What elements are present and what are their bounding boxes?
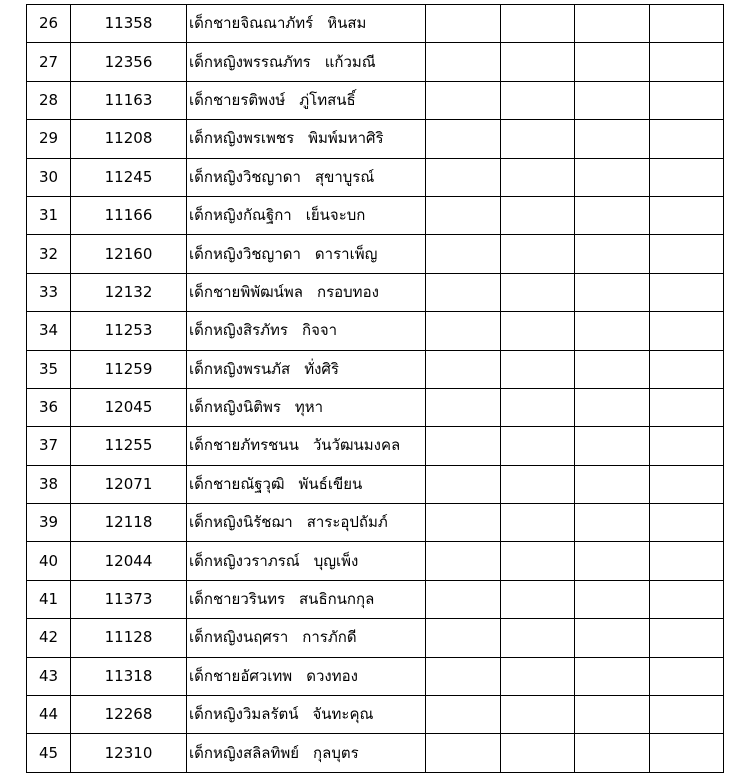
student-id-cell: 12356: [71, 43, 187, 81]
blank-score-cell: [501, 427, 575, 465]
student-last-name: กรอบทอง: [317, 282, 379, 301]
table-row: [27, 81, 724, 119]
student-name-cell: [187, 580, 426, 618]
student-first-name: เด็กหญิงนิติพร: [189, 398, 281, 417]
blank-score-cell: [501, 5, 575, 43]
blank-score-cell: [575, 81, 650, 119]
student-name-cell: [187, 657, 426, 695]
student-name-cell: [187, 81, 426, 119]
table-row: [27, 619, 724, 657]
student-first-name: เด็กหญิงสิรภัทร: [189, 321, 288, 340]
student-name-cell: [187, 273, 426, 311]
row-number-cell: 30: [27, 158, 71, 196]
blank-score-cell: [426, 81, 501, 119]
student-id-cell: 11259: [71, 350, 187, 388]
table-row: [27, 696, 724, 734]
student-name-cell: [187, 427, 426, 465]
table-row: [27, 120, 724, 158]
blank-score-cell: [575, 619, 650, 657]
student-name-cell: [187, 120, 426, 158]
table-row: [27, 580, 724, 618]
blank-score-cell: [426, 542, 501, 580]
blank-score-cell: [501, 158, 575, 196]
student-id-cell: 11128: [71, 619, 187, 657]
row-number-cell: 32: [27, 235, 71, 273]
table-row: [27, 5, 724, 43]
blank-score-cell: [426, 273, 501, 311]
blank-score-cell: [650, 196, 724, 234]
student-name-cell: [187, 350, 426, 388]
blank-score-cell: [501, 465, 575, 503]
student-id-cell: 12044: [71, 542, 187, 580]
student-name-cell: [187, 734, 426, 772]
row-number-cell: 34: [27, 312, 71, 350]
student-first-name: เด็กชายวรินทร: [189, 590, 286, 609]
blank-score-cell: [501, 734, 575, 772]
blank-score-cell: [501, 235, 575, 273]
table-row: [27, 388, 724, 426]
student-last-name: แก้วมณี: [324, 52, 376, 71]
student-first-name: เด็กหญิงนิรัชฌา: [189, 513, 293, 532]
table-row: [27, 350, 724, 388]
student-first-name: เด็กหญิงวิมลรัตน์: [189, 705, 299, 724]
student-last-name: ภู่โทสนธิ์: [299, 90, 356, 109]
blank-score-cell: [650, 388, 724, 426]
student-name-cell: [187, 696, 426, 734]
student-first-name: เด็กหญิงวิชญาดา: [189, 244, 301, 263]
student-id-cell: 11166: [71, 196, 187, 234]
student-last-name: ทั่งศิริ: [304, 359, 339, 378]
blank-score-cell: [426, 43, 501, 81]
blank-score-cell: [575, 427, 650, 465]
blank-score-cell: [650, 273, 724, 311]
blank-score-cell: [575, 542, 650, 580]
table-row: [27, 43, 724, 81]
row-number-cell: 35: [27, 350, 71, 388]
blank-score-cell: [650, 619, 724, 657]
table-row: [27, 273, 724, 311]
blank-score-cell: [426, 580, 501, 618]
student-first-name: เด็กชายภัทรชนน: [189, 436, 299, 455]
student-last-name: ดวงทอง: [306, 666, 358, 685]
student-id-cell: 12071: [71, 465, 187, 503]
blank-score-cell: [501, 196, 575, 234]
student-first-name: เด็กชายรติพงษ์: [189, 90, 286, 109]
student-first-name: เด็กหญิงกัณฐิกา: [189, 206, 292, 225]
blank-score-cell: [426, 388, 501, 426]
blank-score-cell: [501, 388, 575, 426]
student-name-cell: [187, 465, 426, 503]
blank-score-cell: [426, 465, 501, 503]
student-name-cell: [187, 196, 426, 234]
blank-score-cell: [501, 580, 575, 618]
student-last-name: เย็นจะบก: [305, 206, 366, 225]
blank-score-cell: [426, 5, 501, 43]
blank-score-cell: [426, 696, 501, 734]
student-last-name: การภักดี: [302, 628, 357, 647]
student-last-name: สาระอุปถัมภ์: [306, 513, 388, 532]
student-last-name: พิมพ์มหาศิริ: [308, 129, 384, 148]
blank-score-cell: [650, 542, 724, 580]
row-number-cell: 44: [27, 696, 71, 734]
row-number-cell: 27: [27, 43, 71, 81]
student-name-cell: [187, 619, 426, 657]
blank-score-cell: [650, 657, 724, 695]
blank-score-cell: [501, 120, 575, 158]
blank-score-cell: [501, 542, 575, 580]
table-row: [27, 427, 724, 465]
student-last-name: สุขาบูรณ์: [314, 167, 375, 186]
blank-score-cell: [650, 120, 724, 158]
table-row: [27, 465, 724, 503]
student-id-cell: 12118: [71, 504, 187, 542]
blank-score-cell: [650, 81, 724, 119]
blank-score-cell: [501, 619, 575, 657]
student-first-name: เด็กหญิงพรนภัส: [189, 359, 291, 378]
blank-score-cell: [575, 504, 650, 542]
student-last-name: ดาราเพ็ญ: [314, 244, 378, 263]
row-number-cell: 36: [27, 388, 71, 426]
row-number-cell: 39: [27, 504, 71, 542]
student-last-name: ทุหา: [294, 398, 324, 417]
blank-score-cell: [575, 657, 650, 695]
roster-body: [27, 5, 724, 773]
blank-score-cell: [575, 120, 650, 158]
student-roster-table: [26, 4, 724, 773]
row-number-cell: 38: [27, 465, 71, 503]
blank-score-cell: [575, 580, 650, 618]
student-id-cell: 12160: [71, 235, 187, 273]
student-id-cell: 11253: [71, 312, 187, 350]
blank-score-cell: [426, 120, 501, 158]
student-last-name: วันวัฒนมงคล: [312, 436, 401, 455]
row-number-cell: 41: [27, 580, 71, 618]
blank-score-cell: [426, 235, 501, 273]
table-row: [27, 196, 724, 234]
table-row: [27, 734, 724, 772]
blank-score-cell: [650, 312, 724, 350]
student-name-cell: [187, 43, 426, 81]
blank-score-cell: [426, 196, 501, 234]
student-first-name: เด็กชายณัฐวุฒิ: [189, 474, 285, 493]
blank-score-cell: [501, 81, 575, 119]
row-number-cell: 37: [27, 427, 71, 465]
student-first-name: เด็กหญิงพรเพชร: [189, 129, 295, 148]
blank-score-cell: [575, 43, 650, 81]
row-number-cell: 29: [27, 120, 71, 158]
row-number-cell: 43: [27, 657, 71, 695]
blank-score-cell: [575, 196, 650, 234]
student-id-cell: 11245: [71, 158, 187, 196]
row-number-cell: 45: [27, 734, 71, 772]
student-id-cell: 12268: [71, 696, 187, 734]
blank-score-cell: [501, 696, 575, 734]
row-number-cell: 26: [27, 5, 71, 43]
blank-score-cell: [650, 696, 724, 734]
blank-score-cell: [650, 465, 724, 503]
student-name-cell: [187, 5, 426, 43]
blank-score-cell: [501, 312, 575, 350]
blank-score-cell: [426, 734, 501, 772]
student-last-name: กิจจา: [302, 321, 338, 340]
table-row: [27, 657, 724, 695]
blank-score-cell: [501, 657, 575, 695]
student-last-name: กุลบุตร: [313, 743, 359, 762]
blank-score-cell: [426, 504, 501, 542]
blank-score-cell: [501, 273, 575, 311]
student-first-name: เด็กหญิงนฤศรา: [189, 628, 289, 647]
blank-score-cell: [426, 427, 501, 465]
student-id-cell: 12310: [71, 734, 187, 772]
blank-score-cell: [575, 465, 650, 503]
student-name-cell: [187, 388, 426, 426]
blank-score-cell: [650, 504, 724, 542]
blank-score-cell: [650, 734, 724, 772]
blank-score-cell: [501, 350, 575, 388]
blank-score-cell: [426, 158, 501, 196]
student-name-cell: [187, 542, 426, 580]
table-row: [27, 312, 724, 350]
blank-score-cell: [575, 388, 650, 426]
student-name-cell: [187, 158, 426, 196]
student-name-cell: [187, 504, 426, 542]
blank-score-cell: [501, 43, 575, 81]
blank-score-cell: [575, 734, 650, 772]
student-name-cell: [187, 312, 426, 350]
blank-score-cell: [650, 427, 724, 465]
blank-score-cell: [575, 235, 650, 273]
blank-score-cell: [426, 619, 501, 657]
table-row: [27, 504, 724, 542]
student-first-name: เด็กชายอัศวเทพ: [189, 666, 293, 685]
student-id-cell: 11358: [71, 5, 187, 43]
row-number-cell: 31: [27, 196, 71, 234]
blank-score-cell: [426, 312, 501, 350]
student-last-name: สนธิกนกกุล: [299, 590, 375, 609]
blank-score-cell: [575, 5, 650, 43]
blank-score-cell: [501, 504, 575, 542]
student-id-cell: 12045: [71, 388, 187, 426]
student-first-name: เด็กหญิงสลิลทิพย์: [189, 743, 300, 762]
blank-score-cell: [575, 273, 650, 311]
student-first-name: เด็กชายจิณณาภัทร์: [189, 14, 314, 33]
blank-score-cell: [575, 350, 650, 388]
student-id-cell: 11255: [71, 427, 187, 465]
student-last-name: พันธ์เขียน: [298, 474, 363, 493]
blank-score-cell: [650, 235, 724, 273]
table-row: [27, 158, 724, 196]
student-id-cell: 12132: [71, 273, 187, 311]
row-number-cell: 28: [27, 81, 71, 119]
blank-score-cell: [575, 696, 650, 734]
row-number-cell: 33: [27, 273, 71, 311]
blank-score-cell: [650, 5, 724, 43]
row-number-cell: 40: [27, 542, 71, 580]
student-first-name: เด็กหญิงวิชญาดา: [189, 167, 301, 186]
student-id-cell: 11163: [71, 81, 187, 119]
student-id-cell: 11208: [71, 120, 187, 158]
blank-score-cell: [650, 580, 724, 618]
blank-score-cell: [575, 312, 650, 350]
blank-score-cell: [650, 158, 724, 196]
row-number-cell: 42: [27, 619, 71, 657]
student-id-cell: 11318: [71, 657, 187, 695]
student-first-name: เด็กหญิงวราภรณ์: [189, 551, 300, 570]
student-id-cell: 11373: [71, 580, 187, 618]
student-last-name: หินสม: [327, 14, 367, 33]
blank-score-cell: [426, 350, 501, 388]
student-first-name: เด็กชายพิพัฒน์พล: [189, 282, 304, 301]
student-name-cell: [187, 235, 426, 273]
blank-score-cell: [575, 158, 650, 196]
blank-score-cell: [650, 350, 724, 388]
blank-score-cell: [426, 657, 501, 695]
student-last-name: จันทะคุณ: [312, 705, 374, 724]
student-first-name: เด็กหญิงพรรณภัทร: [189, 52, 311, 71]
table-row: [27, 542, 724, 580]
student-last-name: บุญเพ็ง: [313, 551, 359, 570]
table-row: [27, 235, 724, 273]
blank-score-cell: [650, 43, 724, 81]
